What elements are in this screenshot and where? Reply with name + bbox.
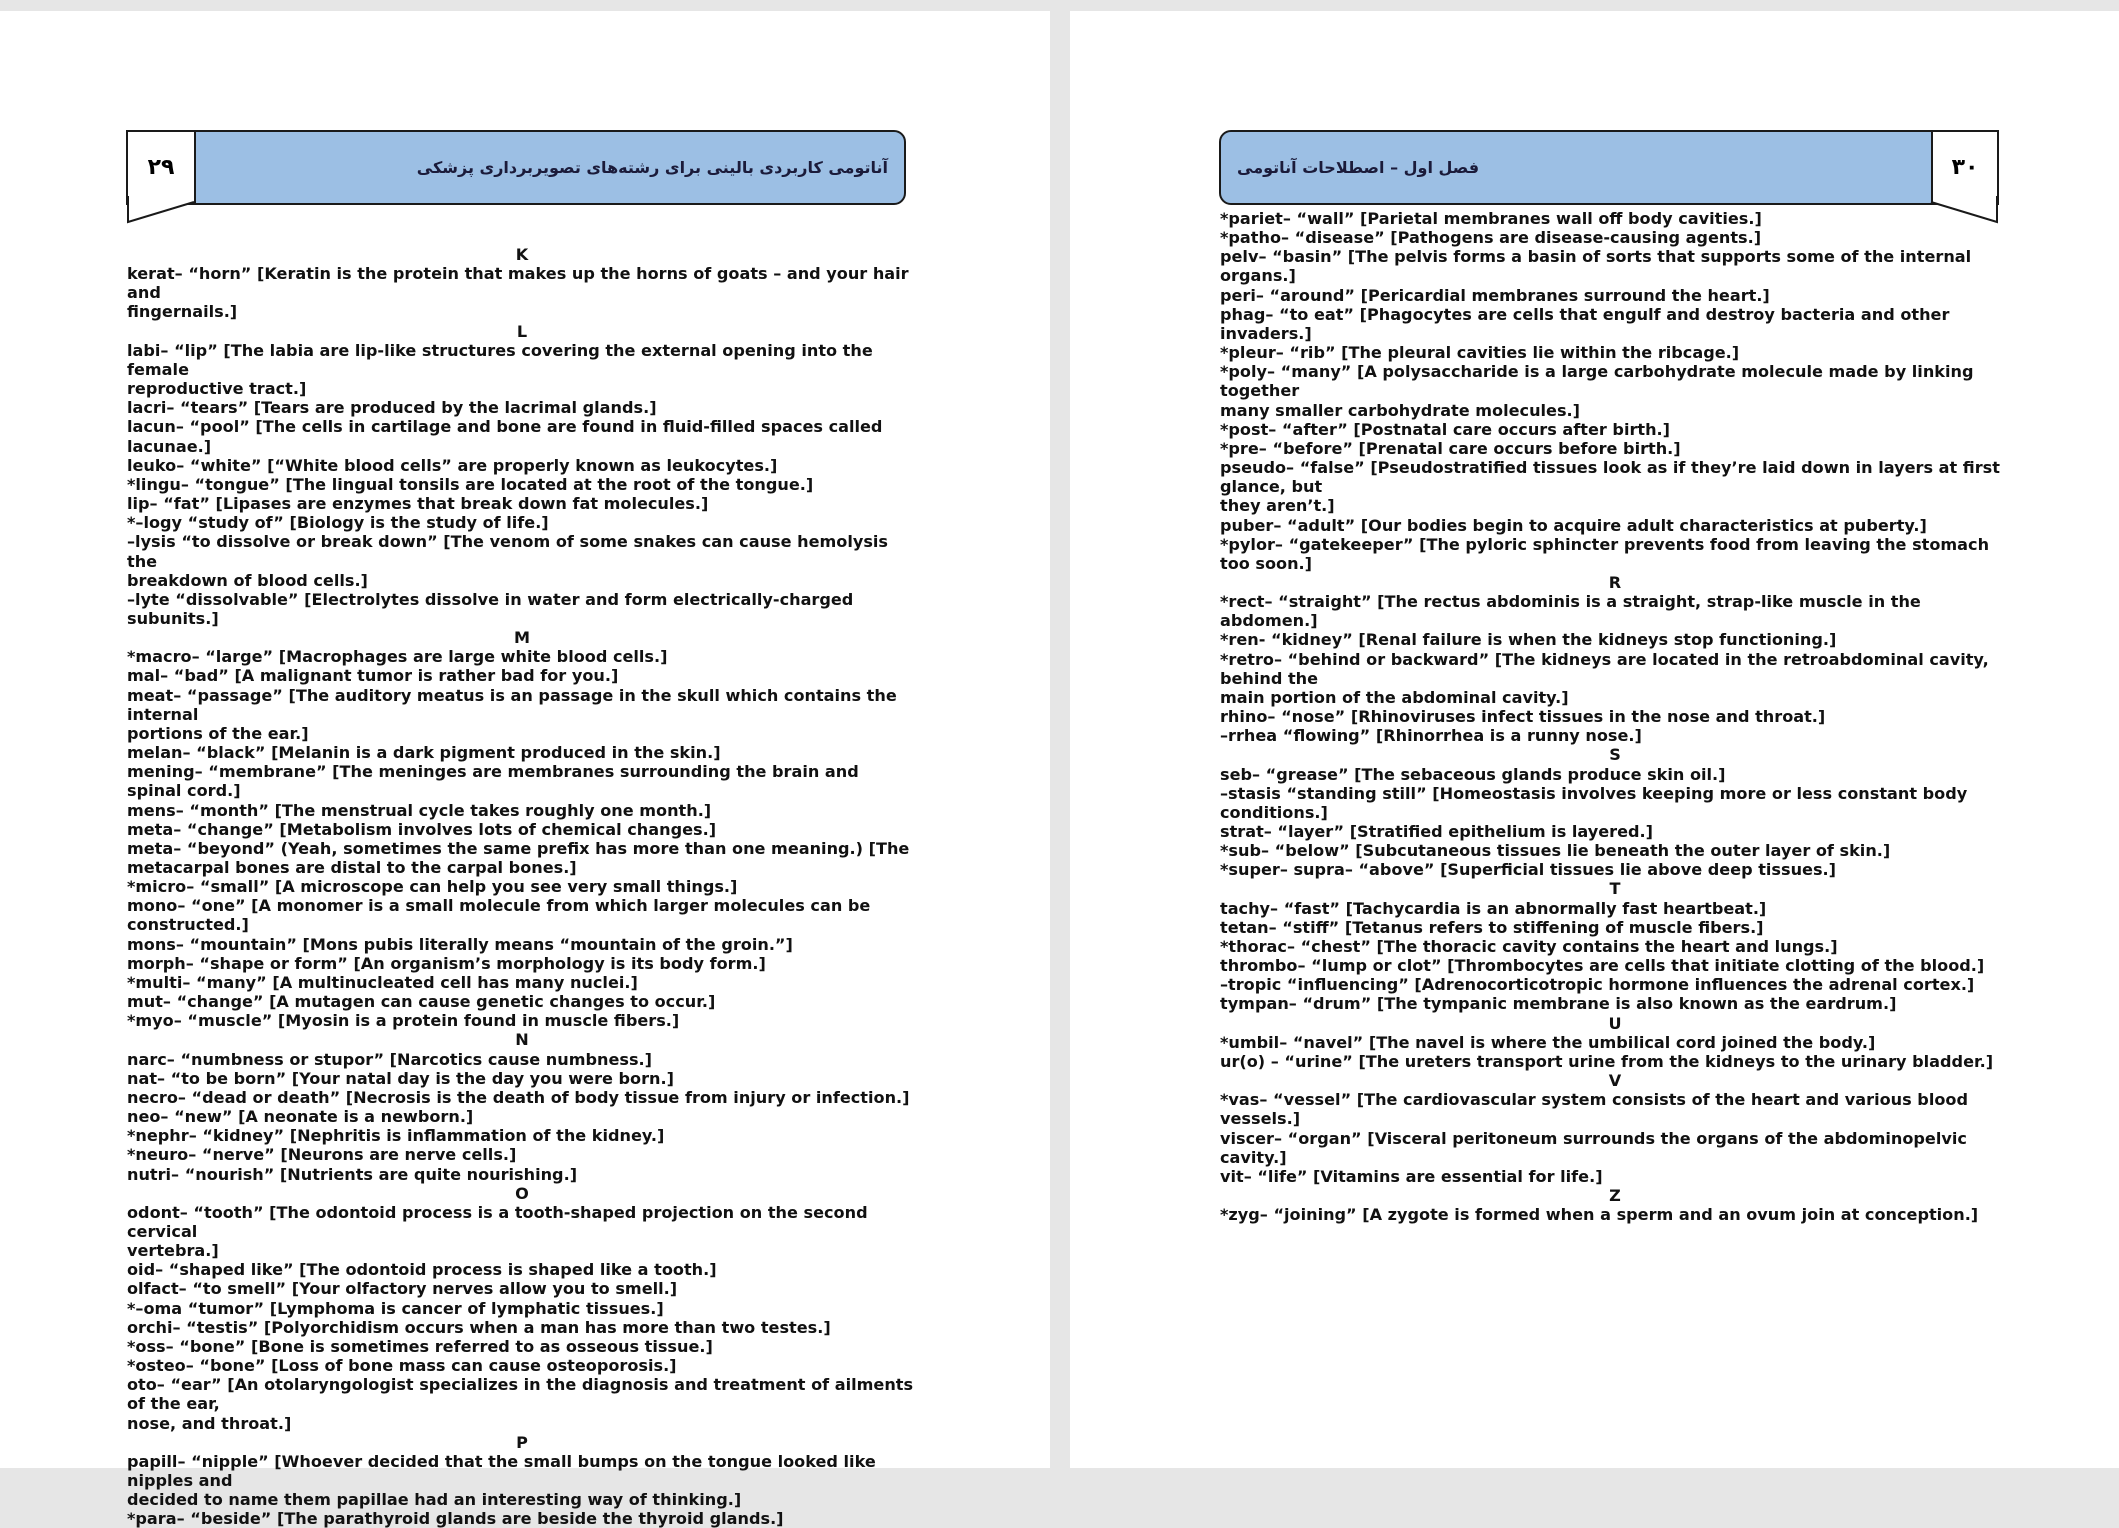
glossary-entry: meat– “passage” [The auditory meatus is an passage in the skull which contains the internal portions of the ear.] bbox=[127, 685, 897, 743]
glossary-entry: peri– “around” [Pericardial membranes surround the heart.] bbox=[1220, 285, 1770, 305]
glossary-entry: *micro– “small” [A microscope can help you see very small things.] bbox=[127, 877, 738, 897]
glossary-entry: thrombo– “lump or clot” [Thrombocytes are cells that initiate clotting of the blood.] bbox=[1220, 956, 1985, 976]
section-letter: V bbox=[1608, 1071, 1622, 1091]
glossary-entry: *vas– “vessel” [The cardiovascular system consists of the heart and various blood vessels.] bbox=[1220, 1090, 1974, 1129]
page-number-box bbox=[1931, 130, 1999, 205]
glossary-entry: nutri– “nourish” [Nutrients are quite nourishing.] bbox=[127, 1164, 578, 1184]
glossary-entry: lacun– “pool” [The cells in cartilage and bone are found in fluid-filled spaces called lacunae.] bbox=[127, 417, 889, 456]
glossary-entry: –lysis “to dissolve or break down” [The venom of some snakes can cause hemolysis the breakdown of blood cells.] bbox=[127, 532, 889, 590]
section-letter: Z bbox=[1609, 1185, 1621, 1205]
glossary-entry: tetan– “stiff” [Tetanus refers to stiffening of muscle fibers.] bbox=[1220, 917, 1764, 937]
page-number: ۳۰ bbox=[1951, 155, 1979, 180]
glossary-entry: neo– “new” [A neonate is a newborn.] bbox=[127, 1107, 474, 1127]
glossary-entry: *post– “after” [Postnatal care occurs after birth.] bbox=[1220, 419, 1671, 439]
glossary-entry: *pre– “before” [Prenatal care occurs before birth.] bbox=[1220, 438, 1681, 458]
glossary-entry: rhino– “nose” [Rhinoviruses infect tissues in the nose and throat.] bbox=[1220, 707, 1826, 727]
glossary-entry: pseudo– “false” [Pseudostratified tissues look as if they’re laid down in layers at first glance, but they aren’t.] bbox=[1220, 458, 2000, 516]
glossary-entry: *osteo– “bone” [Loss of bone mass can cause osteoporosis.] bbox=[127, 1356, 677, 1376]
glossary-list-left bbox=[127, 245, 917, 1528]
chapter-title-bar bbox=[1219, 130, 1933, 205]
section-letter: S bbox=[1609, 745, 1621, 765]
glossary-entry: mens– “month” [The menstrual cycle takes roughly one month.] bbox=[127, 800, 712, 820]
page-header bbox=[126, 130, 906, 205]
glossary-entry: oto– “ear” [An otolaryngologist specializes in the diagnosis and treatment of ailments of the ear, nose, and throat.] bbox=[127, 1375, 914, 1433]
glossary-entry: *para– “beside” [The parathyroid glands are beside the thyroid glands.] bbox=[127, 1509, 784, 1528]
page-number-box bbox=[126, 130, 196, 205]
glossary-list-right bbox=[1220, 209, 2010, 1224]
section-letter: O bbox=[515, 1183, 529, 1203]
glossary-entry: *thorac– “chest” [The thoracic cavity contains the heart and lungs.] bbox=[1220, 936, 1838, 956]
book-title: آناتومی کاربردی بالینی برای رشته‌های تصویربرداری پزشکی bbox=[416, 158, 888, 177]
glossary-entry: olfact– “to smell” [Your olfactory nerves allow you to smell.] bbox=[127, 1279, 678, 1299]
section-letter: M bbox=[513, 628, 530, 648]
glossary-entry: labi– “lip” [The labia are lip-like structures covering the external opening into the female reproductive tract.] bbox=[127, 340, 873, 399]
glossary-entry: viscer– “organ” [Visceral peritoneum surrounds the organs of the abdominopelvic cavity.] bbox=[1220, 1128, 1973, 1167]
glossary-entry: mut– “change” [A mutagen can cause genetic changes to occur.] bbox=[127, 992, 716, 1012]
section-letter: L bbox=[516, 321, 528, 341]
glossary-entry: –lyte “dissolvable” [Electrolytes dissolve in water and form electrically-charged subunits.] bbox=[127, 589, 859, 628]
glossary-entry: necro– “dead or death” [Necrosis is the death of body tissue from injury or infection.] bbox=[127, 1087, 910, 1107]
glossary-entry: –rrhea “flowing” [Rhinorrhea is a runny nose.] bbox=[1220, 726, 1642, 746]
section-letter: K bbox=[515, 245, 529, 264]
section-letter: U bbox=[1608, 1013, 1622, 1033]
glossary-entry: tachy– “fast” [Tachycardia is an abnormally fast heartbeat.] bbox=[1220, 898, 1767, 918]
page-header bbox=[1219, 130, 1999, 205]
left-page bbox=[0, 11, 1050, 1528]
glossary-entry: seb– “grease” [The sebaceous glands produce skin oil.] bbox=[1220, 764, 1726, 784]
glossary-entry: meta– “beyond” (Yeah, sometimes the same prefix has more than one meaning.) [The metacarpal bones are distal to the carpal bones.] bbox=[127, 838, 910, 877]
glossary-entry: phag– “to eat” [Phagocytes are cells that engulf and destroy bacteria and other invaders.] bbox=[1220, 304, 1956, 343]
glossary-entry: *pleur– “rib” [The pleural cavities lie within the ribcage.] bbox=[1220, 343, 1740, 363]
chapter-title: فصل اول – اصطلاحات آناتومی bbox=[1237, 158, 1480, 177]
glossary-entry: strat– “layer” [Stratified epithelium is layered.] bbox=[1220, 822, 1654, 841]
right-page bbox=[1070, 11, 2119, 1468]
glossary-entry: meta– “change” [Metabolism involves lots of chemical changes.] bbox=[127, 819, 717, 839]
glossary-entry: narc– “numbness or stupor” [Narcotics cause numbness.] bbox=[127, 1049, 652, 1069]
glossary-entry: tympan– “drum” [The tympanic membrane is also known as the eardrum.] bbox=[1220, 994, 1897, 1014]
glossary-entry: ur(o) – “urine” [The ureters transport urine from the kidneys to the urinary bladder.] bbox=[1220, 1051, 1994, 1071]
glossary-entry: lacri– “tears” [Tears are produced by the lacrimal glands.] bbox=[127, 398, 657, 418]
glossary-entry: nat– “to be born” [Your natal day is the day you were born.] bbox=[127, 1068, 674, 1088]
glossary-entry: orchi– “testis” [Polyorchidism occurs when a man has more than two testes.] bbox=[127, 1317, 831, 1337]
glossary-entry: mono– “one” [A monomer is a small molecule from which larger molecules can be constructed.] bbox=[127, 896, 876, 935]
chapter-title-bar bbox=[194, 130, 906, 205]
glossary-entry: *rect– “straight” [The rectus abdominis is a straight, strap-like muscle in the abdomen.] bbox=[1220, 592, 1927, 631]
glossary-entry: *pariet– “wall” [Parietal membranes wall off body cavities.] bbox=[1220, 209, 1762, 228]
glossary-entry: *multi– “many” [A multinucleated cell has many nuclei.] bbox=[127, 972, 638, 992]
glossary-entry: *super– supra– “above” [Superficial tissues lie above deep tissues.] bbox=[1220, 860, 1837, 880]
glossary-entry: mons– “mountain” [Mons pubis literally means “mountain of the groin.”] bbox=[127, 934, 793, 954]
glossary-entry: *ren- “kidney” [Renal failure is when the kidneys stop functioning.] bbox=[1220, 630, 1837, 650]
section-letter: T bbox=[1609, 879, 1621, 899]
glossary-entry: –stasis “standing still” [Homeostasis involves keeping more or less constant body conditions.] bbox=[1220, 783, 1973, 822]
glossary-entry: morph– “shape or form” [An organism’s morphology is its body form.] bbox=[127, 953, 766, 973]
page-number: ۲۹ bbox=[147, 155, 175, 180]
glossary-entry: *nephr– “kidney” [Nephritis is inflammation of the kidney.] bbox=[127, 1126, 665, 1146]
glossary-entry: kerat– “horn” [Keratin is the protein that makes up the horns of goats – and your hair and fingernails.] bbox=[127, 264, 909, 322]
section-letter: N bbox=[515, 1030, 529, 1050]
glossary-entry: mening– “membrane” [The meninges are membranes surrounding the brain and spinal cord.] bbox=[127, 762, 865, 801]
glossary-entry: melan– “black” [Melanin is a dark pigment produced in the skin.] bbox=[127, 743, 721, 763]
glossary-entry: *sub– “below” [Subcutaneous tissues lie beneath the outer layer of skin.] bbox=[1220, 841, 1891, 861]
glossary-entry: *zyg– “joining” [A zygote is formed when a sperm and an ovum join at conception.] bbox=[1220, 1205, 1979, 1225]
glossary-entry: oid– “shaped like” [The odontoid process is shaped like a tooth.] bbox=[127, 1260, 717, 1280]
glossary-entry: leuko– “white” [“White blood cells” are properly known as leukocytes.] bbox=[127, 455, 778, 475]
glossary-entry: *patho– “disease” [Pathogens are disease-causing agents.] bbox=[1220, 228, 1762, 248]
glossary-entry: *–logy “study of” [Biology is the study of life.] bbox=[127, 513, 549, 533]
glossary-entry: *pylor– “gatekeeper” [The pyloric sphincter prevents food from leaving the stomach too soon.] bbox=[1220, 534, 1995, 573]
glossary-entry: –tropic “influencing” [Adrenocorticotropic hormone influences the adrenal cortex.] bbox=[1220, 975, 1975, 995]
glossary-entry: *umbil– “navel” [The navel is where the umbilical cord joined the body.] bbox=[1220, 1032, 1876, 1052]
glossary-entry: *retro– “behind or backward” [The kidneys are located in the retroabdominal cavity, behind the main portion of the abdominal cavity.] bbox=[1220, 649, 1989, 707]
section-letter: R bbox=[1608, 572, 1622, 592]
glossary-entry: odont– “tooth” [The odontoid process is a tooth-shaped projection on the second cervical vertebra.] bbox=[127, 1202, 868, 1261]
callout-tail-icon bbox=[126, 196, 196, 226]
glossary-entry: *–oma “tumor” [Lymphoma is cancer of lymphatic tissues.] bbox=[127, 1298, 664, 1318]
glossary-entry: puber– “adult” [Our bodies begin to acquire adult characteristics at puberty.] bbox=[1220, 515, 1927, 535]
glossary-entry: *oss– “bone” [Bone is sometimes referred to as osseous tissue.] bbox=[127, 1336, 713, 1356]
glossary-entry: *poly– “many” [A polysaccharide is a large carbohydrate molecule made by linking together many smaller carbohydrate molecules.] bbox=[1220, 362, 1974, 420]
glossary-entry: *macro– “large” [Macrophages are large white blood cells.] bbox=[127, 647, 668, 667]
glossary-entry: papill– “nipple” [Whoever decided that the small bumps on the tongue looked like nipples and decided to name them papillae had an interesting way of thinking.] bbox=[127, 1451, 876, 1510]
glossary-entry: pelv– “basin” [The pelvis forms a basin of sorts that supports some of the internal organs.] bbox=[1220, 247, 1977, 286]
section-letter: P bbox=[516, 1432, 528, 1452]
glossary-entry: mal– “bad” [A malignant tumor is rather bad for you.] bbox=[127, 666, 619, 686]
glossary-entry: lip– “fat” [Lipases are enzymes that break down fat molecules.] bbox=[127, 494, 709, 514]
glossary-entry: vit– “life” [Vitamins are essential for life.] bbox=[1220, 1166, 1603, 1186]
glossary-entry: *neuro– “nerve” [Neurons are nerve cells.] bbox=[127, 1145, 517, 1165]
glossary-entry: *lingu– “tongue” [The lingual tonsils are located at the root of the tongue.] bbox=[127, 474, 814, 494]
glossary-entry: *myo– “muscle” [Myosin is a protein found in muscle fibers.] bbox=[127, 1011, 680, 1031]
